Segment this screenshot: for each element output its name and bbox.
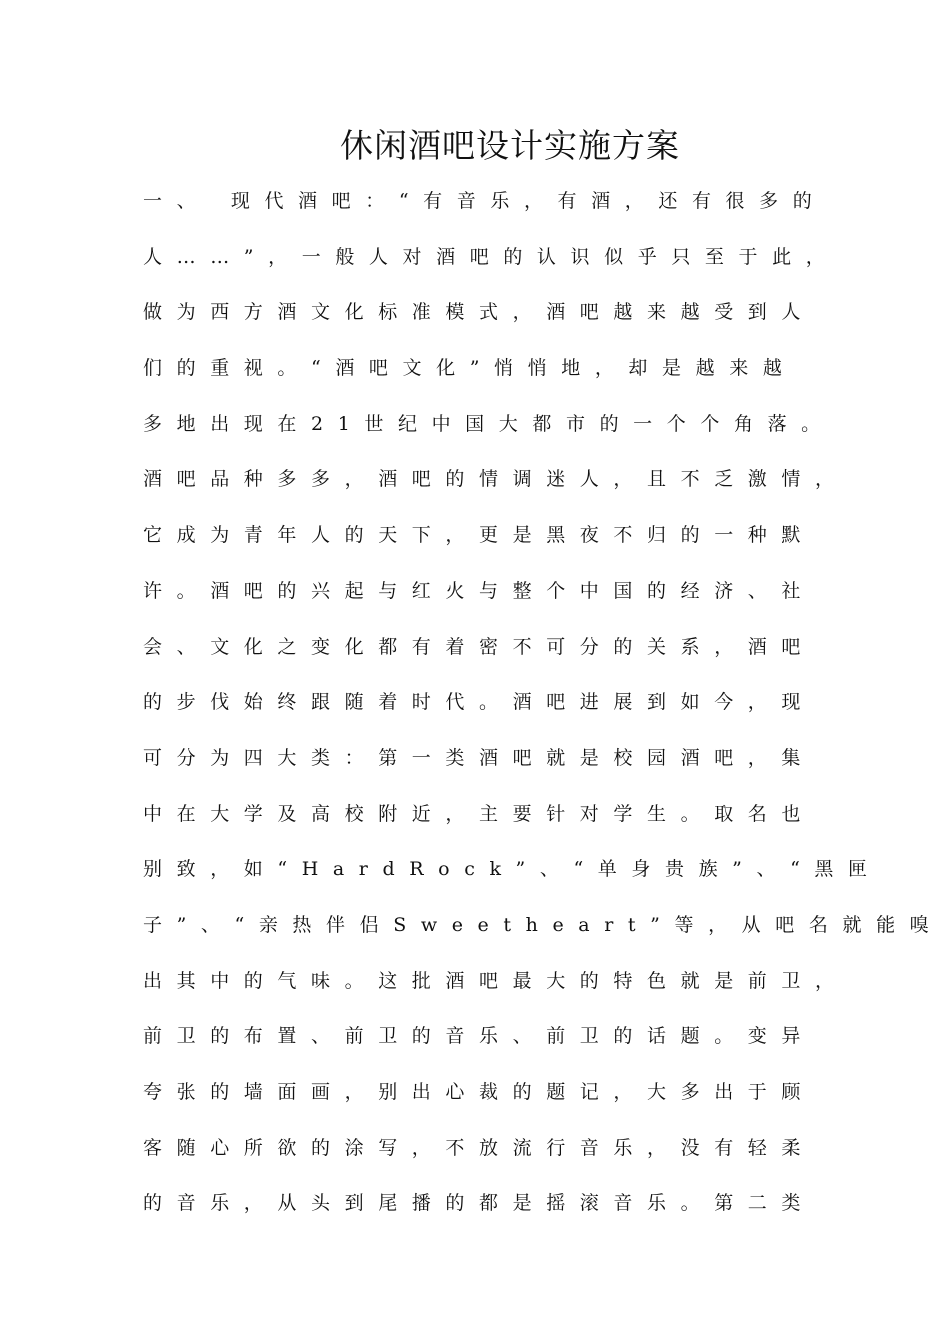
body-line: 的音乐，从头到尾播的都是摇滚音乐。第二类 (143, 1192, 816, 1215)
body-line: 做为西方酒文化标准模式，酒吧越来越受到人 (143, 301, 816, 324)
body-line: 前卫的布置、前卫的音乐、前卫的话题。变异 (143, 1025, 816, 1048)
body-line: 客随心所欲的涂写，不放流行音乐，没有轻柔 (143, 1136, 816, 1159)
body-line: 的步伐始终跟随着时代。酒吧进展到如今，现 (143, 691, 816, 714)
body-line: 们的重视。“酒吧文化”悄悄地，却是越来越 (143, 357, 797, 380)
body-line: 它成为青年人的天下，更是黑夜不归的一种默 (143, 524, 816, 547)
body-line: 一、 现代酒吧：“有音乐，有酒，还有很多的 (143, 190, 827, 212)
body-line: 别致，如“HardRock”、“单身贵族”、“黑匣 (143, 858, 882, 881)
body-line: 会、文化之变化都有着密不可分的关系，酒吧 (143, 635, 816, 658)
document-body (143, 176, 944, 1234)
body-line: 人……”，一般人对酒吧的认识似乎只至于此， (143, 245, 840, 268)
body-line: 多地出现在21世纪中国大都市的一个个角落。 (143, 412, 835, 435)
body-line: 子”、“亲热伴侣Sweetheart”等，从吧名就能嗅 (143, 913, 944, 936)
body-line: 许。酒吧的兴起与红火与整个中国的经济、社 (143, 579, 816, 602)
document-title: 休闲酒吧设计实施方案 (340, 126, 680, 165)
body-line: 夸张的墙面画，别出心裁的题记，大多出于顾 (143, 1081, 816, 1103)
body-line: 酒吧品种多多，酒吧的情调迷人，且不乏激情， (143, 468, 849, 491)
body-line: 出其中的气味。这批酒吧最大的特色就是前卫， (143, 969, 849, 992)
body-line: 中在大学及高校附近，主要针对学生。取名也 (143, 802, 816, 825)
body-line: 可分为四大类：第一类酒吧就是校园酒吧，集 (143, 746, 816, 769)
